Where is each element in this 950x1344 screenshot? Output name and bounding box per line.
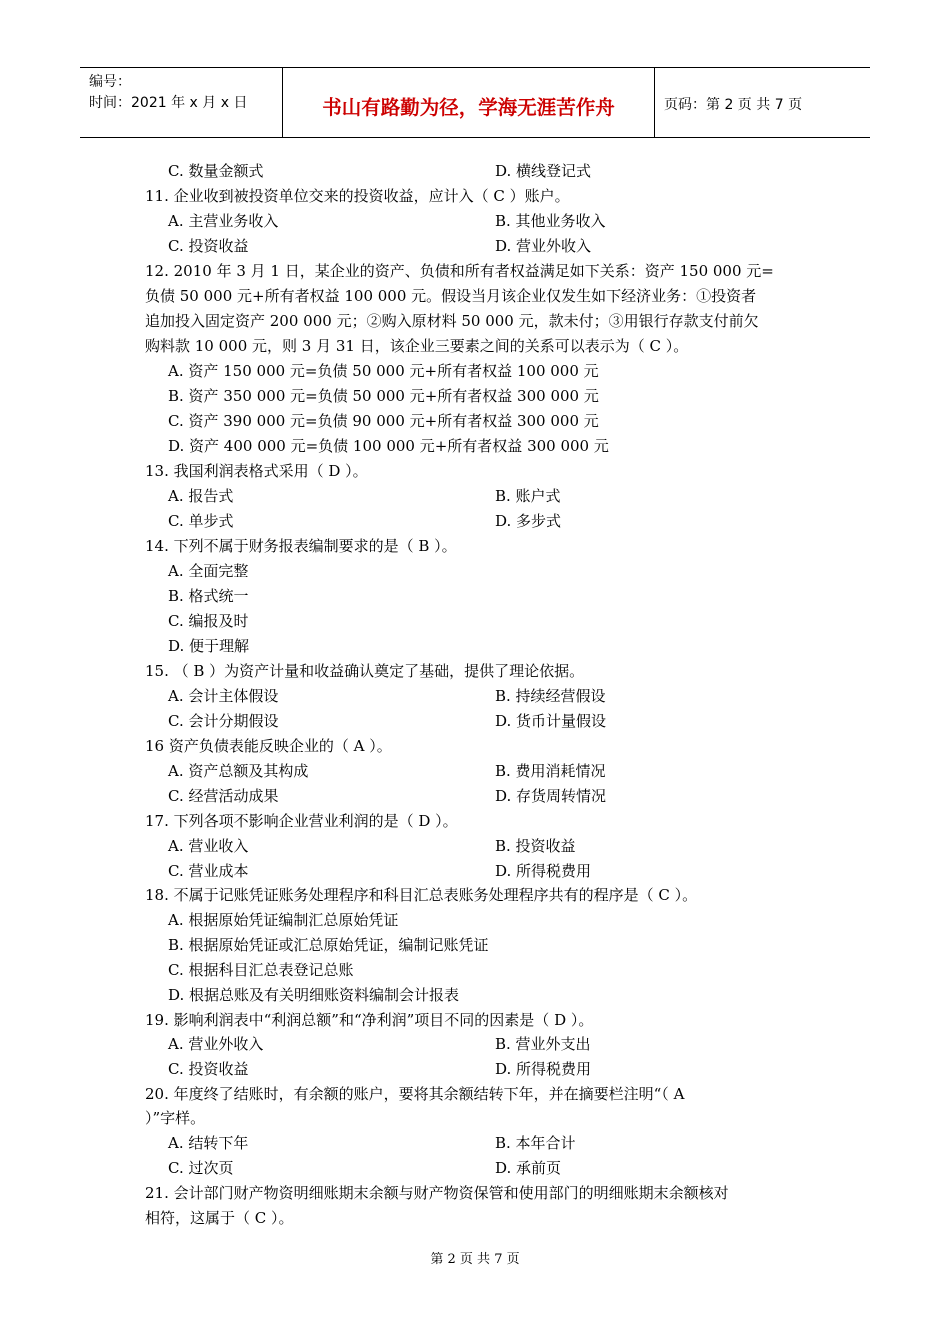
text-line: C. 营业成本 bbox=[168, 862, 249, 880]
text-line: D. 便于理解 bbox=[168, 637, 250, 655]
text-line: B. 营业外支出 bbox=[495, 1035, 591, 1053]
text-line: 负债 50 000 元+所有者权益 100 000 元。假设当月该企业仅发生如下经济业务：①投资者 bbox=[145, 287, 757, 305]
text-line: 20. 年度终了结账时，有余额的账户，要将其余额结转下年，并在摘要栏注明“（ A bbox=[145, 1085, 685, 1103]
text-line: C. 经营活动成果 bbox=[168, 787, 279, 805]
text-line: B. 投资收益 bbox=[495, 837, 576, 855]
text-line: 12. 2010 年 3 月 1 日，某企业的资产、负债和所有者权益满足如下关系：资产 150 000 元= bbox=[145, 262, 774, 280]
text-line: B. 根据原始凭证或汇总原始凭证，编制记账凭证 bbox=[168, 936, 489, 954]
text-line: D. 货币计量假设 bbox=[495, 712, 607, 730]
text-line: A. 全面完整 bbox=[168, 562, 249, 580]
text-line: C. 会计分期假设 bbox=[168, 712, 279, 730]
text-line: C. 资产 390 000 元=负债 90 000 元+所有者权益 300 000 元 bbox=[168, 412, 599, 430]
text-line: D. 营业外收入 bbox=[495, 237, 592, 255]
serial-label: 编号： bbox=[89, 74, 131, 90]
text-line: 19. 影响利润表中“利润总额”和“净利润”项目不同的因素是（ D ）。 bbox=[145, 1011, 594, 1029]
motto: 书山有路勤为径，学海无涯苦作舟 bbox=[322, 96, 615, 119]
text-line: D. 承前页 bbox=[495, 1159, 562, 1177]
text-line: 21. 会计部门财产物资明细账期末余额与财产物资保管和使用部门的明细账期末余额核对 bbox=[145, 1184, 729, 1202]
text-line: B. 其他业务收入 bbox=[495, 212, 606, 230]
text-line: A. 主营业务收入 bbox=[168, 212, 279, 230]
text-line: A. 会计主体假设 bbox=[168, 687, 279, 705]
text-line: D. 资产 400 000 元=负债 100 000 元+所有者权益 300 000 元 bbox=[168, 437, 609, 455]
header-page-cell bbox=[655, 68, 870, 137]
text-line: A. 报告式 bbox=[168, 487, 234, 505]
text-line: 18. 不属于记账凭证账务处理程序和科目汇总表账务处理程序共有的程序是（ C ）。 bbox=[145, 886, 698, 904]
text-line: 14. 下列不属于财务报表编制要求的是（ B ）。 bbox=[145, 537, 457, 555]
page-header bbox=[80, 67, 870, 138]
text-line: A. 资产 150 000 元=负债 50 000 元+所有者权益 100 000 元 bbox=[168, 362, 599, 380]
text-line: C. 编报及时 bbox=[168, 612, 249, 630]
text-line: A. 资产总额及其构成 bbox=[168, 762, 309, 780]
page-number-label: 页码：第 2 页 共 7 页 bbox=[664, 97, 803, 113]
text-line: B. 账户式 bbox=[495, 487, 561, 505]
text-line: D. 存货周转情况 bbox=[495, 787, 607, 805]
header-meta-cell bbox=[80, 68, 283, 137]
text-line: 相符，这属于（ C ）。 bbox=[145, 1209, 294, 1227]
text-line: D. 根据总账及有关明细账资料编制会计报表 bbox=[168, 986, 460, 1004]
text-line: B. 资产 350 000 元=负债 50 000 元+所有者权益 300 000 元 bbox=[168, 387, 599, 405]
text-line: C. 投资收益 bbox=[168, 237, 249, 255]
text-line: A. 根据原始凭证编制汇总原始凭证 bbox=[168, 911, 399, 929]
text-line: 16 资产负债表能反映企业的（ A ）。 bbox=[145, 737, 392, 755]
text-line: B. 格式统一 bbox=[168, 587, 249, 605]
text-line: D. 横线登记式 bbox=[495, 162, 592, 180]
text-line: A. 结转下年 bbox=[168, 1134, 249, 1152]
text-line: C. 过次页 bbox=[168, 1159, 234, 1177]
text-line: B. 费用消耗情况 bbox=[495, 762, 606, 780]
text-line: 追加投入固定资产 200 000 元；②购入原材料 50 000 元，款未付；③用银行存款支付前欠 bbox=[145, 312, 759, 330]
text-line: D. 多步式 bbox=[495, 512, 562, 530]
text-line: A. 营业外收入 bbox=[168, 1035, 264, 1053]
text-line: D. 所得税费用 bbox=[495, 1060, 592, 1078]
text-line: C. 根据科目汇总表登记总账 bbox=[168, 961, 354, 979]
text-line: 13. 我国利润表格式采用（ D ）。 bbox=[145, 462, 368, 480]
text-line: B. 本年合计 bbox=[495, 1134, 576, 1152]
text-line: 15. （ B ）为资产计量和收益确认奠定了基础，提供了理论依据。 bbox=[145, 662, 585, 680]
text-line: 11. 企业收到被投资单位交来的投资收益，应计入（ C ）账户。 bbox=[145, 187, 570, 205]
header-motto-cell bbox=[283, 68, 655, 137]
date-label: 时间：2021 年 x 月 x 日 bbox=[89, 95, 248, 111]
text-line: 购料款 10 000 元，则 3 月 31 日，该企业三要素之间的关系可以表示为（ C ）。 bbox=[145, 337, 689, 355]
text-line: C. 投资收益 bbox=[168, 1060, 249, 1078]
text-line: C. 数量金额式 bbox=[168, 162, 264, 180]
page-footer: 第 2 页 共 7 页 bbox=[430, 1252, 520, 1267]
text-line: B. 持续经营假设 bbox=[495, 687, 606, 705]
text-line: A. 营业收入 bbox=[168, 837, 249, 855]
text-line: C. 单步式 bbox=[168, 512, 234, 530]
text-line: 17. 下列各项不影响企业营业利润的是（ D ）。 bbox=[145, 812, 458, 830]
text-line: ）”字样。 bbox=[145, 1109, 206, 1127]
text-line: D. 所得税费用 bbox=[495, 862, 592, 880]
